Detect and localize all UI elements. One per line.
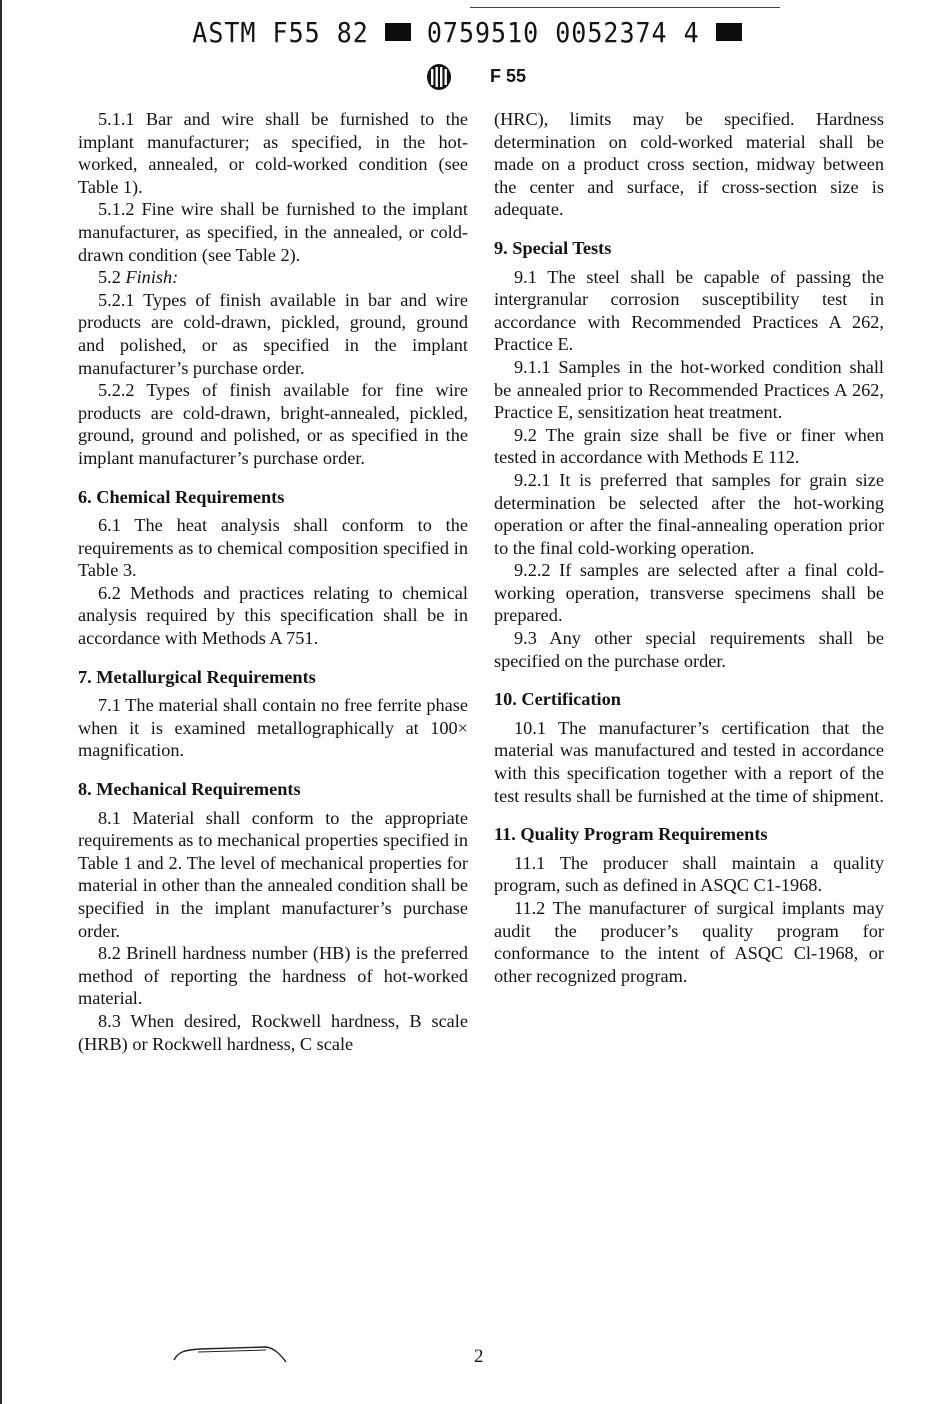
- paragraph: 5.1.1 Bar and wire shall be furnished to the implant manufacturer; as specified, in the hot-worked, annealed, or cold-worked condition (see Table 1).: [78, 109, 468, 197]
- designation-label: F 55: [490, 66, 527, 86]
- section-heading: 8. Mechanical Requirements: [78, 779, 301, 800]
- left-column: [78, 108, 468, 1055]
- paragraph: 8.2 Brinell hardness number (HB) is the preferred method of reporting the hardness of hot-worked material.: [78, 943, 468, 1009]
- page-number: 2: [474, 1346, 484, 1367]
- paragraph: 8.3 When desired, Rockwell hardness, B scale (HRB) or Rockwell hardness, C scale: [78, 1010, 468, 1054]
- paragraph: (HRC), limits may be specified. Hardness determination on cold-worked material shall be made on a product cross section, midway between the center and surface, if cross-section size is adequate.: [494, 109, 884, 220]
- paragraph: 5.2.1 Types of finish available in bar and wire products are cold-drawn, pickled, ground, ground and polished, or as specified in the implant manufacturer’s purchase order.: [78, 289, 468, 378]
- header-block-mark: [385, 23, 411, 41]
- document-code-header: [0, 15, 942, 49]
- page-edge: [0, 0, 2, 1404]
- paragraph: 9.1 The steel shall be capable of passing the intergranular corrosion susceptibility test in accordance with Recommended Practices A 262, Practice E.: [494, 266, 884, 355]
- header-code-part-1: ASTM F55 82: [192, 16, 369, 48]
- paragraph: 9.1.1 Samples in the hot-worked condition shall be annealed prior to Recommended Practices A 262, Practice E, sensitization heat treatment.: [494, 356, 884, 423]
- paragraph: 9.2.1 It is preferred that samples for grain size determination be selected after the hot-working operation or after the final-annealing operation prior to the final cold-working operation.: [494, 469, 884, 558]
- section-heading: 11. Quality Program Requirements: [494, 824, 768, 845]
- header-code-part-2: 0759510 0052374 4: [426, 16, 700, 48]
- subsection-number: 5.2: [98, 267, 121, 288]
- scan-rule: [470, 7, 780, 8]
- paragraph: 7.1 The material shall contain no free ferrite phase when it is examined metallographically at 100× magnification.: [78, 695, 468, 761]
- astm-logo-icon: [425, 63, 453, 91]
- section-heading: 6. Chemical Requirements: [78, 486, 285, 507]
- paragraph: 5.1.2 Fine wire shall be furnished to the implant manufacturer, as specified, in the annealed, or cold-drawn condition (see Table 2).: [78, 199, 468, 265]
- paragraph: 11.2 The manufacturer of surgical implants may audit the producer’s quality program for conformance to the intent of ASQC Cl-1968, or other recognized program.: [494, 898, 884, 986]
- paragraph: 8.1 Material shall conform to the appropriate requirements as to mechanical properties specified in Table 1 and 2. The level of mechanical properties for material in other than the annealed condition shall be specified in the implant manufacturer’s purchase order.: [78, 807, 468, 941]
- paragraph: 5.2.2 Types of finish available for fine wire products are cold-drawn, bright-annealed, pickled, ground, ground and polished, or as specified in the implant manufacturer’s purchase order.: [78, 380, 468, 468]
- section-heading: 10. Certification: [494, 689, 621, 710]
- paragraph: 9.2.2 If samples are selected after a final cold-working operation, transverse specimens shall be prepared.: [494, 560, 884, 626]
- section-heading: 9. Special Tests: [494, 237, 612, 258]
- paragraph: 6.1 The heat analysis shall conform to the requirements as to chemical composition specified in Table 3.: [78, 515, 468, 581]
- paragraph: 9.3 Any other special requirements shall be specified on the purchase order.: [494, 628, 884, 671]
- pen-stroke-mark: [170, 1330, 290, 1366]
- paragraph: 10.1 The manufacturer’s certification that the material was manufactured and tested in accordance with this specification together with a report of the test results shall be furnished at the time of shipment.: [494, 717, 884, 806]
- subsection-label: [78, 266, 468, 289]
- paragraph: 11.1 The producer shall maintain a quality program, such as defined in ASQC C1-1968.: [494, 852, 884, 896]
- subsection-title: Finish:: [125, 267, 179, 288]
- section-heading: 7. Metallurgical Requirements: [78, 666, 316, 687]
- paragraph: 9.2 The grain size shall be five or finer when tested in accordance with Methods E 112.: [494, 424, 884, 468]
- right-column: [494, 108, 884, 987]
- paragraph: 6.2 Methods and practices relating to chemical analysis required by this specification shall be in accordance with Methods A 751.: [78, 582, 468, 649]
- header-block-mark: [716, 23, 742, 41]
